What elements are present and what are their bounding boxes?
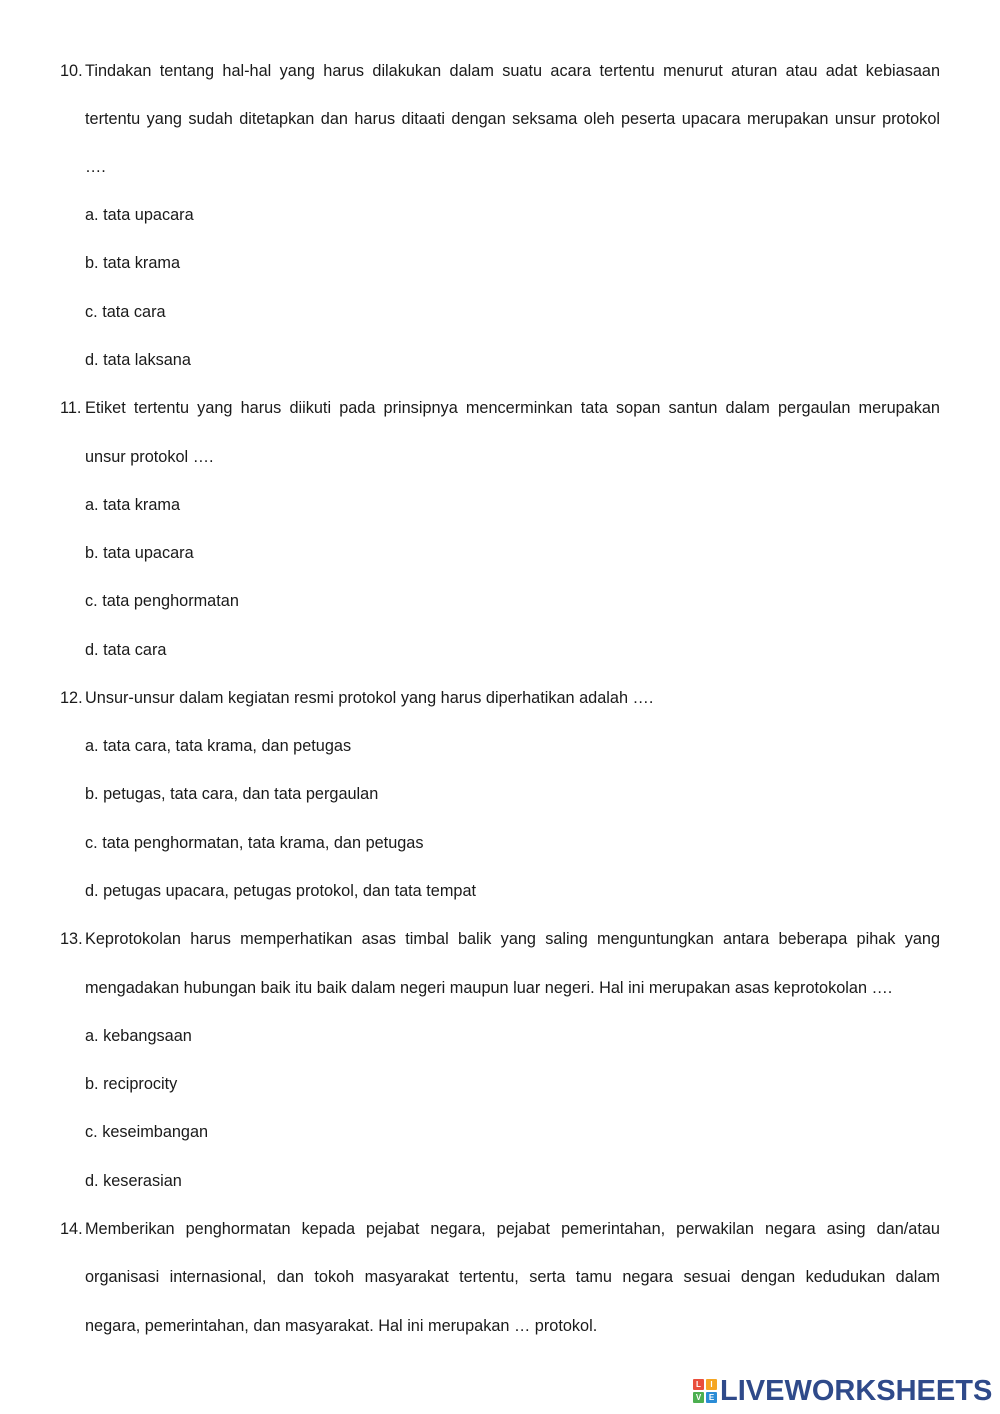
question-text-line: Memberikan penghormatan kepada pejabat negara, pejabat pemerintahan, perwakilan negara asing dan/atau — [85, 1220, 940, 1238]
question-number: 12. — [60, 689, 83, 707]
question-text-line: unsur protokol …. — [85, 448, 214, 466]
question-text-line: Tindakan tentang hal-hal yang harus dilakukan dalam suatu acara tertentu menurut aturan atau adat kebiasaan — [85, 62, 940, 80]
answer-option[interactable]: c. tata penghormatan, tata krama, dan petugas — [85, 834, 424, 852]
question-text-line: Unsur-unsur dalam kegiatan resmi protokol yang harus diperhatikan adalah …. — [85, 689, 654, 707]
answer-option[interactable]: c. tata cara — [85, 303, 166, 321]
question-text-line: Etiket tertentu yang harus diikuti pada prinsipnya mencerminkan tata sopan santun dalam pergaulan merupakan — [85, 399, 940, 417]
question-number: 13. — [60, 930, 83, 948]
answer-option[interactable]: d. petugas upacara, petugas protokol, dan tata tempat — [85, 882, 477, 900]
question-number: 11. — [60, 399, 82, 417]
answer-option[interactable]: b. petugas, tata cara, dan tata pergaulan — [85, 785, 379, 803]
question-number: 14. — [60, 1220, 83, 1238]
answer-option[interactable]: a. tata krama — [85, 496, 181, 514]
logo-letter: L — [693, 1379, 704, 1390]
question-text-line: …. — [85, 158, 106, 176]
question-text-line: negara, pemerintahan, dan masyarakat. Hal ini merupakan … protokol. — [85, 1317, 598, 1335]
question-number: 10. — [60, 62, 83, 80]
answer-option[interactable]: d. keserasian — [85, 1172, 182, 1190]
answer-option[interactable]: b. tata krama — [85, 254, 181, 272]
answer-option[interactable]: b. tata upacara — [85, 544, 194, 562]
answer-option[interactable]: a. tata cara, tata krama, dan petugas — [85, 737, 352, 755]
answer-option[interactable]: a. kebangsaan — [85, 1027, 192, 1045]
logo-mark-icon — [693, 1379, 717, 1403]
answer-option[interactable]: d. tata cara — [85, 641, 167, 659]
answer-option[interactable]: d. tata laksana — [85, 351, 191, 369]
answer-option[interactable]: c. keseimbangan — [85, 1123, 209, 1141]
question-text-line: Keprotokolan harus memperhatikan asas timbal balik yang saling menguntungkan antara beberapa pihak yang — [85, 930, 940, 948]
answer-option[interactable]: c. tata penghormatan — [85, 592, 239, 610]
question-text-line: organisasi internasional, dan tokoh masyarakat tertentu, serta tamu negara sesuai dengan kedudukan dalam — [85, 1268, 940, 1286]
question-text-line: tertentu yang sudah ditetapkan dan harus ditaati dengan seksama oleh peserta upacara merupakan unsur protokol — [85, 110, 940, 128]
answer-option[interactable]: b. reciprocity — [85, 1075, 178, 1093]
logo-letter: E — [706, 1392, 717, 1403]
logo-letter: V — [693, 1392, 704, 1403]
logo-text: LIVEWORKSHEETS — [720, 1375, 993, 1407]
logo-letter: I — [706, 1379, 717, 1390]
question-text-line: mengadakan hubungan baik itu baik dalam negeri maupun luar negeri. Hal ini merupakan asas keprotokolan …. — [85, 979, 893, 997]
liveworksheets-logo — [693, 1376, 992, 1406]
answer-option[interactable]: a. tata upacara — [85, 206, 194, 224]
